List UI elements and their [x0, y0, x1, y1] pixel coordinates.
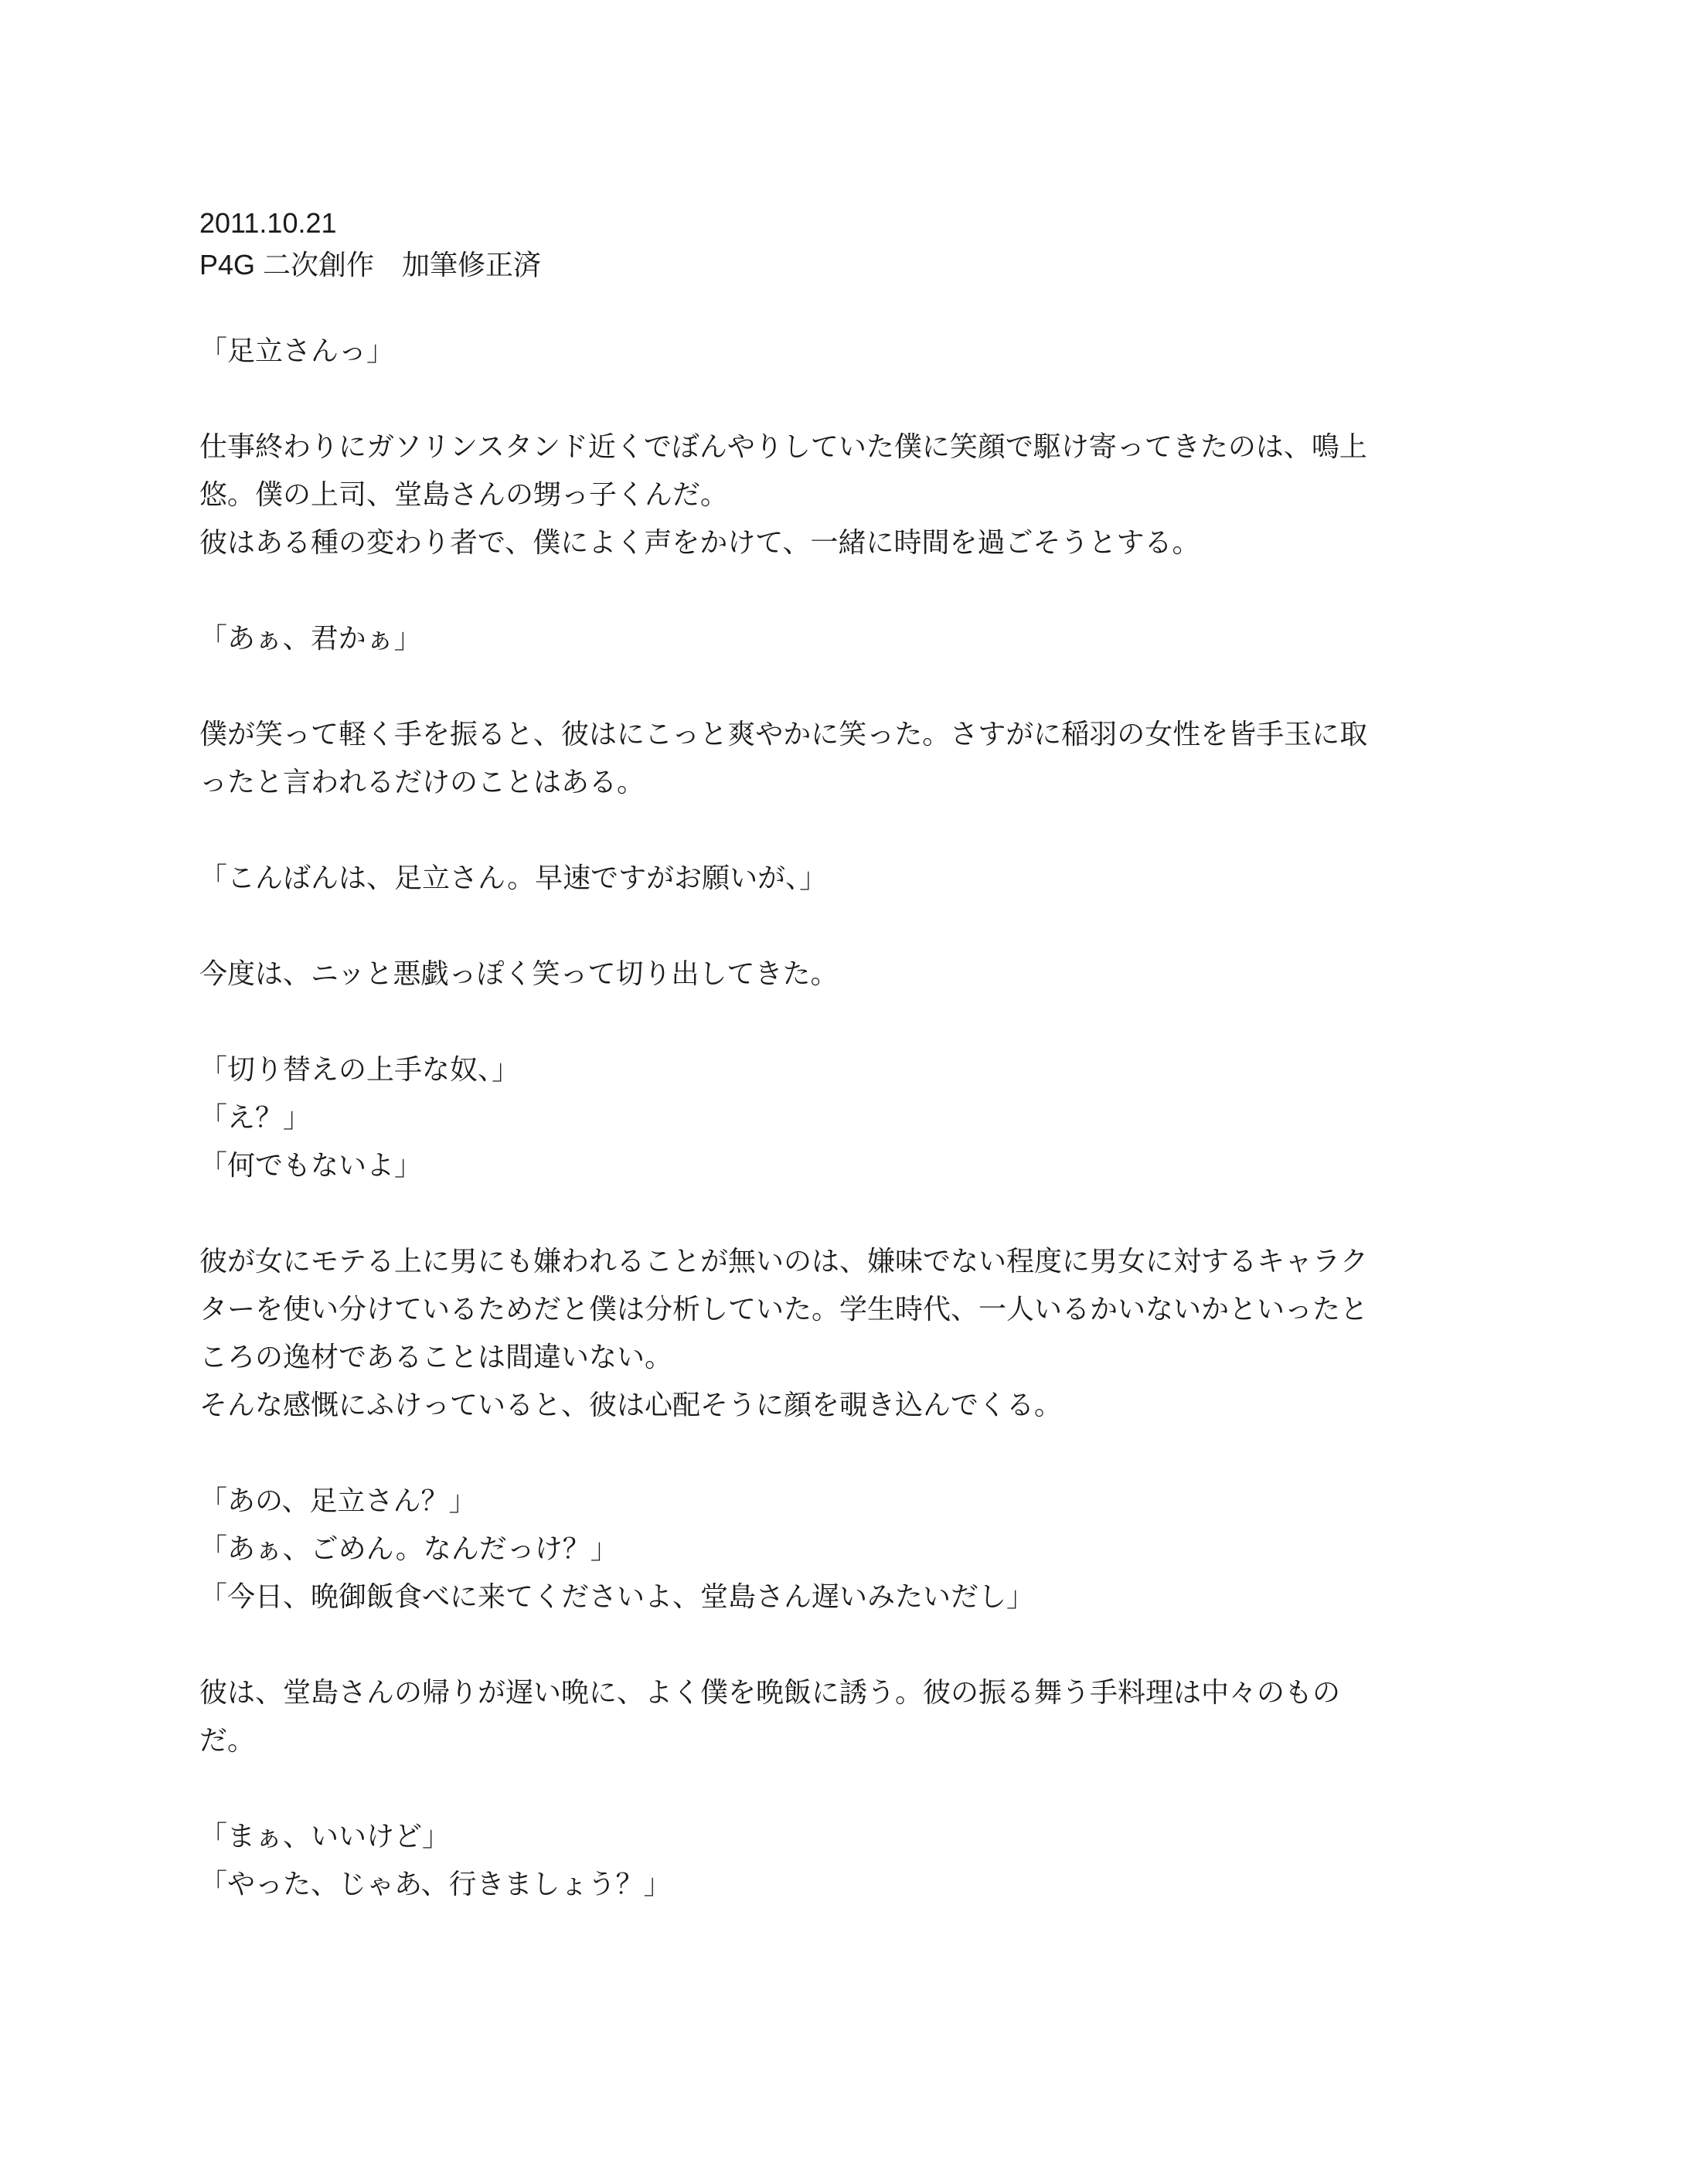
text-line: 僕が笑って軽く手を振ると、彼はにこっと爽やかに笑った。さすがに稲羽の女性を皆手玉に取 — [199, 719, 1368, 750]
text-line: ころの逸材であることは間違いない。 — [199, 1342, 673, 1373]
text-line: 「こんばんは、足立さん。早速ですがお願いが、」 — [199, 862, 828, 894]
text-line: 彼は、堂島さんの帰りが遅い晩に、よく僕を晩飯に誘う。彼の振る舞う手料理は中々のもの — [199, 1677, 1341, 1709]
paragraph — [199, 1813, 1472, 1909]
text-line: 「あぁ、ごめん。なんだっけ？」 — [199, 1533, 618, 1565]
paragraph — [199, 615, 1472, 663]
text-line: 「今日、晩御飯食べに来てくださいよ、堂島さん遅いみたいだし」 — [199, 1581, 1035, 1613]
paragraph — [199, 855, 1472, 903]
paragraph — [199, 1669, 1472, 1765]
text-line: 悠。僕の上司、堂島さんの甥っ子くんだ。 — [199, 479, 729, 511]
text-line: 仕事終わりにガソリンスタンド近くでぼんやりしていた僕に笑顔で駆け寄ってきたのは、鳴上 — [199, 431, 1367, 463]
text-line: 「やった、じゃあ、行きましょう？」 — [199, 1869, 672, 1900]
document-date: 2011.10.21 — [199, 207, 337, 239]
document-header — [199, 202, 1472, 286]
text-line: 「あの、足立さん？」 — [199, 1485, 477, 1517]
paragraph — [199, 328, 1472, 376]
paragraph — [199, 711, 1472, 807]
paragraph — [199, 1478, 1472, 1621]
document-title: P4G 二次創作 加筆修正済 — [199, 249, 542, 281]
text-line: 「え？」 — [199, 1102, 311, 1134]
paragraph — [199, 1046, 1472, 1190]
text-line: 彼が女にモテる上に男にも嫌われることが無いのは、嫌味でない程度に男女に対するキャラク — [199, 1246, 1369, 1277]
text-line: 今度は、ニッと悪戯っぽく笑って切り出してきた。 — [199, 958, 839, 990]
paragraph — [199, 951, 1472, 998]
text-line: 「あぁ、君かぁ」 — [199, 623, 422, 655]
text-line: ターを使い分けているためだと僕は分析していた。学生時代、一人いるかいないかといったと — [199, 1294, 1369, 1325]
text-line: そんな感慨にふけっていると、彼は心配そうに顔を覗き込んでくる。 — [199, 1390, 1063, 1421]
story-body — [199, 328, 1472, 1909]
text-line: 「切り替えの上手な奴、」 — [199, 1054, 520, 1086]
text-line: 「まぁ、いいけど」 — [199, 1821, 451, 1852]
text-line: ったと言われるだけのことはある。 — [199, 767, 645, 798]
paragraph — [199, 1238, 1472, 1430]
text-line: 「足立さんっ」 — [199, 335, 395, 367]
text-line: 「何でもないよ」 — [199, 1150, 423, 1182]
text-line: だ。 — [199, 1725, 256, 1757]
paragraph — [199, 424, 1472, 567]
text-line: 彼はある種の変わり者で、僕によく声をかけて、一緒に時間を過ごそうとする。 — [199, 527, 1200, 559]
